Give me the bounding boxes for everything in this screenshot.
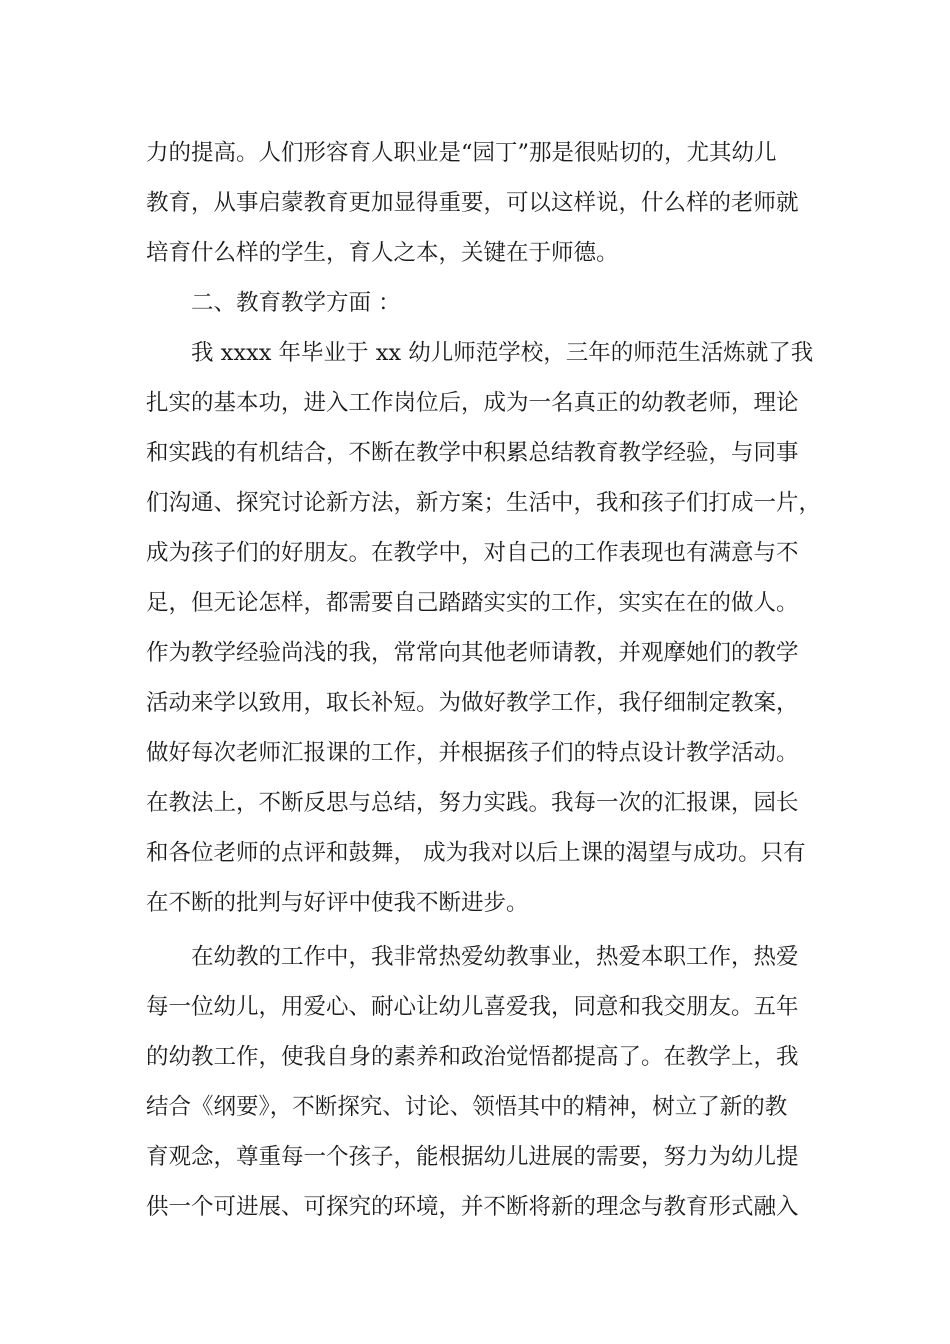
text-line: 足，但无论怎样，都需要自己踏踏实实的工作，实实在在的做人。	[146, 590, 799, 616]
text-line: 培育什么样的学生，育人之本，关键在于师德。	[146, 240, 619, 266]
text-line: 作为教学经验尚浅的我，常常向其他老师请教，并观摩她们的教学	[146, 640, 799, 666]
text-line: 活动来学以致用，取长补短。为做好教学工作，我仔细制定教案，	[146, 690, 799, 716]
text-line: 我 xxxx 年毕业于 xx 幼儿师范学校，三年的师范生活炼就了我	[191, 340, 814, 366]
text-line: 在不断的批判与好评中使我不断进步。	[146, 890, 529, 916]
text-line: 的幼教工作，使我自身的素养和政治觉悟都提高了。在教学上，我	[146, 1044, 799, 1070]
text-line: 们沟通、探究讨论新方法，新方案；生活中，我和孩子们打成一片，	[146, 490, 822, 516]
paragraph	[146, 128, 836, 278]
text-line: 教育，从事启蒙教育更加显得重要，可以这样说，什么样的老师就	[146, 190, 799, 216]
text-line: 力的提高。人们形容育人职业是“园丁”那是很贴切的，尤其幼儿	[146, 140, 777, 166]
text-line: 扎实的基本功，进入工作岗位后，成为一名真正的幼教老师，理论	[146, 390, 799, 416]
section-heading	[146, 278, 836, 328]
heading-line: 二、教育教学方面 ：	[191, 290, 401, 316]
text-line: 供一个可进展、可探究的环境，并不断将新的理念与教育形式融入	[146, 1194, 799, 1220]
text-line: 在幼教的工作中，我非常热爱幼教事业，热爱本职工作，热爱	[191, 944, 799, 970]
text-line: 在教法上，不断反思与总结，努力实践。我每一次的汇报课，园长	[146, 790, 799, 816]
text-line: 每一位幼儿，用爱心、耐心让幼儿喜爱我，同意和我交朋友。五年	[146, 994, 799, 1020]
document-body	[146, 128, 836, 1232]
text-line: 和实践的有机结合，不断在教学中积累总结教育教学经验，与同事	[146, 440, 799, 466]
text-line: 和各位老师的点评和鼓舞， 成为我对以后上课的渴望与成功。只有	[146, 840, 806, 866]
text-line: 做好每次老师汇报课的工作，并根据孩子们的特点设计教学活动。	[146, 740, 799, 766]
text-line: 结合《纲要》，不断探究、讨论、领悟其中的精神，树立了新的教	[146, 1094, 788, 1120]
text-line: 育观念，尊重每一个孩子，能根据幼儿进展的需要，努力为幼儿提	[146, 1144, 799, 1170]
text-line: 成为孩子们的好朋友。在教学中，对自己的工作表现也有满意与不	[146, 540, 799, 566]
paragraph	[146, 328, 836, 928]
paragraph	[146, 932, 836, 1232]
